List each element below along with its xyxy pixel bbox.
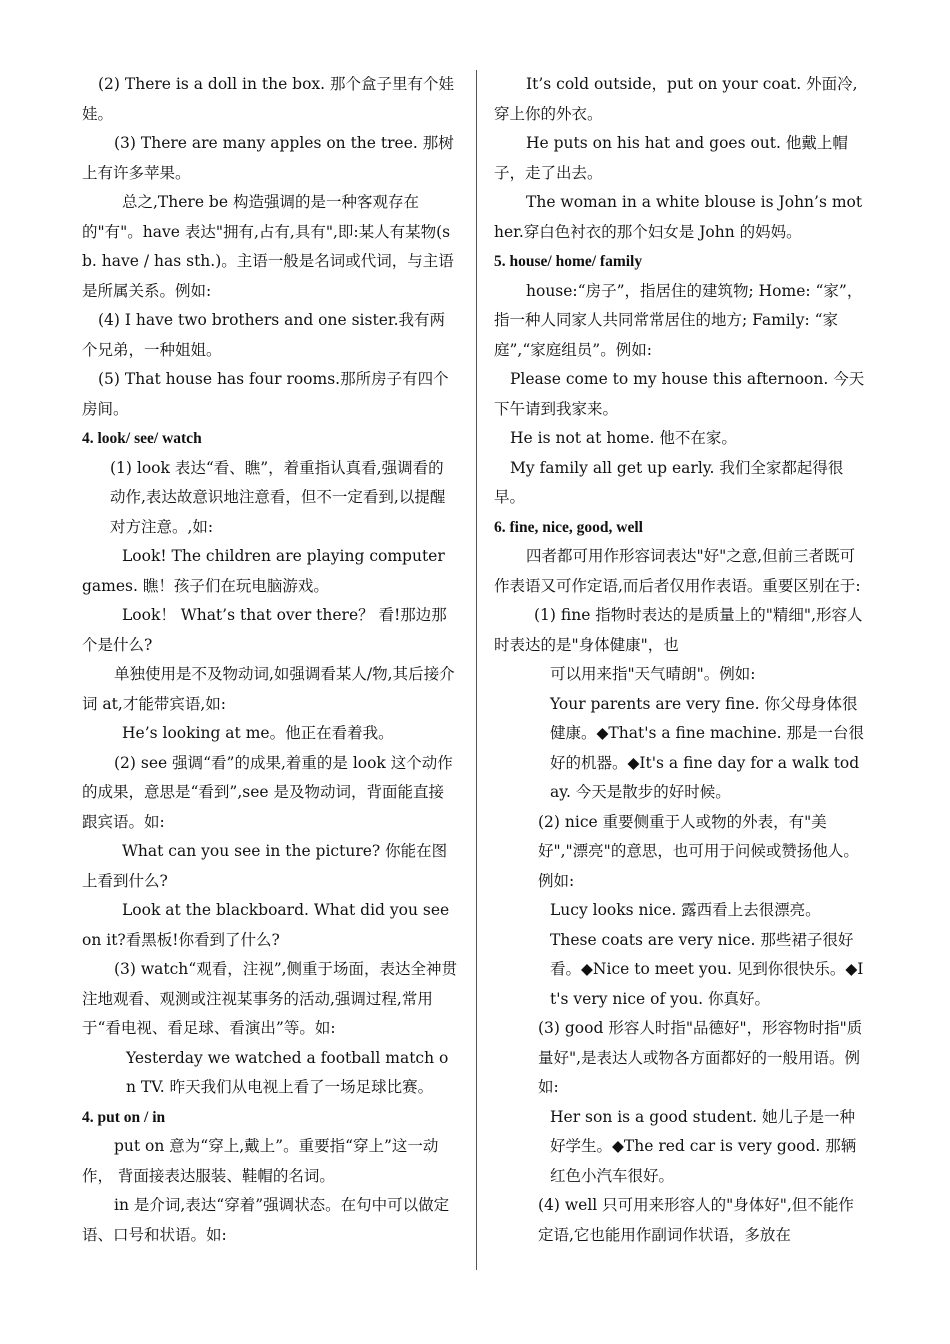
paragraph: It’s cold outside，put on your coat. 外面冷,穿上你的外衣。 <box>494 75 858 123</box>
paragraph: 总之,There be 构造强调的是一种客观存在的"有"。have 表达"拥有,占有,具有",即:某人有某物(sb. have / has sth.)。主语一般是名词或代词，与主语是所属关系。例如: <box>82 193 454 300</box>
paragraph: What can you see in the picture? 你能在图上看到什么? <box>82 842 448 890</box>
paragraph: He is not at home. 他不在家。 <box>510 429 737 447</box>
paragraph: Look at the blackboard. What did you see on it?看黑板!你看到了什么? <box>82 901 450 949</box>
section-heading: 5. house/ home/ family <box>494 253 643 270</box>
paragraph: put on 意为“穿上,戴上”。重要指“穿上”这一动作， 背面接表达服装、鞋帽的名词。 <box>82 1137 439 1185</box>
paragraph: My family all get up early. 我们全家都起得很早。 <box>494 458 844 506</box>
section-heading: 4. look/ see/ watch <box>82 430 202 447</box>
paragraph: These coats are very nice. 那些裙子很好看。◆Nice to meet you. 见到你很快乐。◆It's very nice of you. 你真好。 <box>550 930 864 1008</box>
paragraph: He puts on his hat and goes out. 他戴上帽子，走了出去。 <box>494 134 848 182</box>
paragraph: (2) There is a doll in the box. 那个盒子里有个娃娃。 <box>82 75 455 123</box>
paragraph: Your parents are very fine. 你父母身体很健康。◆That's a fine machine. 那是一台很好的机器。◆It's a fine day for a walk today. 今天是散步的好时候。 <box>550 694 865 801</box>
paragraph: (3) good 形容人时指"品德好"，形容物时指"质量好",是表达人或物各方面都好的一般用语。例如: <box>538 1019 863 1096</box>
paragraph: Look！ What’s that over there？ 看!那边那个是什么? <box>82 606 447 654</box>
paragraph: 可以用来指"天气晴朗"。例如: <box>550 665 756 683</box>
paragraph: Yesterday we watched a football match on TV. 昨天我们从电视上看了一场足球比赛。 <box>126 1048 449 1096</box>
section-heading: 4. put on / in <box>82 1108 166 1126</box>
paragraph: in 是介词,表达“穿着”强调状态。在句中可以做定语、口号和状语。如: <box>82 1196 450 1244</box>
paragraph: Lucy looks nice. 露西看上去很漂亮。 <box>550 901 821 919</box>
paragraph: (3) There are many apples on the tree. 那树上有许多苹果。 <box>82 134 454 182</box>
paragraph: He’s looking at me。他正在看着我。 <box>122 724 394 742</box>
right-column <box>494 70 866 1250</box>
paragraph: (1) look 表达“看、瞧”，着重指认真看,强调看的动作,表达故意识地注意看，但不一定看到,以提醒对方注意。,如: <box>110 458 446 536</box>
paragraph: (4) I have two brothers and one sister.我有两个兄弟，一种姐姐。 <box>82 311 445 359</box>
paragraph: 四者都可用作形容词表达"好"之意,但前三者既可作表语又可作定语,而后者仅用作表语。重要区别在于: <box>494 547 861 595</box>
paragraph: 单独使用是不及物动词,如强调看某人/物,其后接介词 at,才能带宾语,如: <box>82 665 455 713</box>
paragraph: (4) well 只可用来形容人的"身体好",但不能作定语,它也能用作副词作状语，多放在 <box>538 1196 854 1244</box>
paragraph: Please come to my house this afternoon. 今天下午请到我家来。 <box>494 370 865 418</box>
paragraph: The woman in a white blouse is John’s mother.穿白色衬衣的那个妇女是 John 的妈妈。 <box>494 193 863 241</box>
left-column <box>82 70 458 1250</box>
paragraph: Her son is a good student. 她儿子是一种好学生。◆The red car is very good. 那辆红色小汽车很好。 <box>550 1107 857 1185</box>
paragraph: (1) fine 指物时表达的是质量上的"精细",形容人时表达的是"身体健康"，也 <box>494 606 863 654</box>
paragraph: house:“房子”，指居住的建筑物; Home: “家”，指一种人同家人共同常常居住的地方; Family: “家庭”,“家庭组员”。例如: <box>494 281 863 359</box>
paragraph: (2) see 强调“看”的成果,着重的是 look 这个动作的成果，意思是“看到”,see 是及物动词，背面能直接跟宾语。如: <box>82 753 453 831</box>
paragraph: Look! The children are playing computer games. 瞧！孩子们在玩电脑游戏。 <box>82 547 445 595</box>
column-divider <box>476 70 477 1270</box>
paragraph: (2) nice 重要侧重于人或物的外表，有"美好","漂亮"的意思，也可用于问候或赞扬他人。例如: <box>538 812 859 890</box>
section-heading: 6. fine, nice, good, well <box>494 518 643 536</box>
paragraph: (5) That house has four rooms.那所房子有四个房间。 <box>82 370 449 418</box>
paragraph: (3) watch“观看，注视”,侧重于场面，表达全神贯注地观看、观测或注视某事务的活动,强调过程,常用于“看电视、看足球、看演出”等。如: <box>82 960 458 1037</box>
